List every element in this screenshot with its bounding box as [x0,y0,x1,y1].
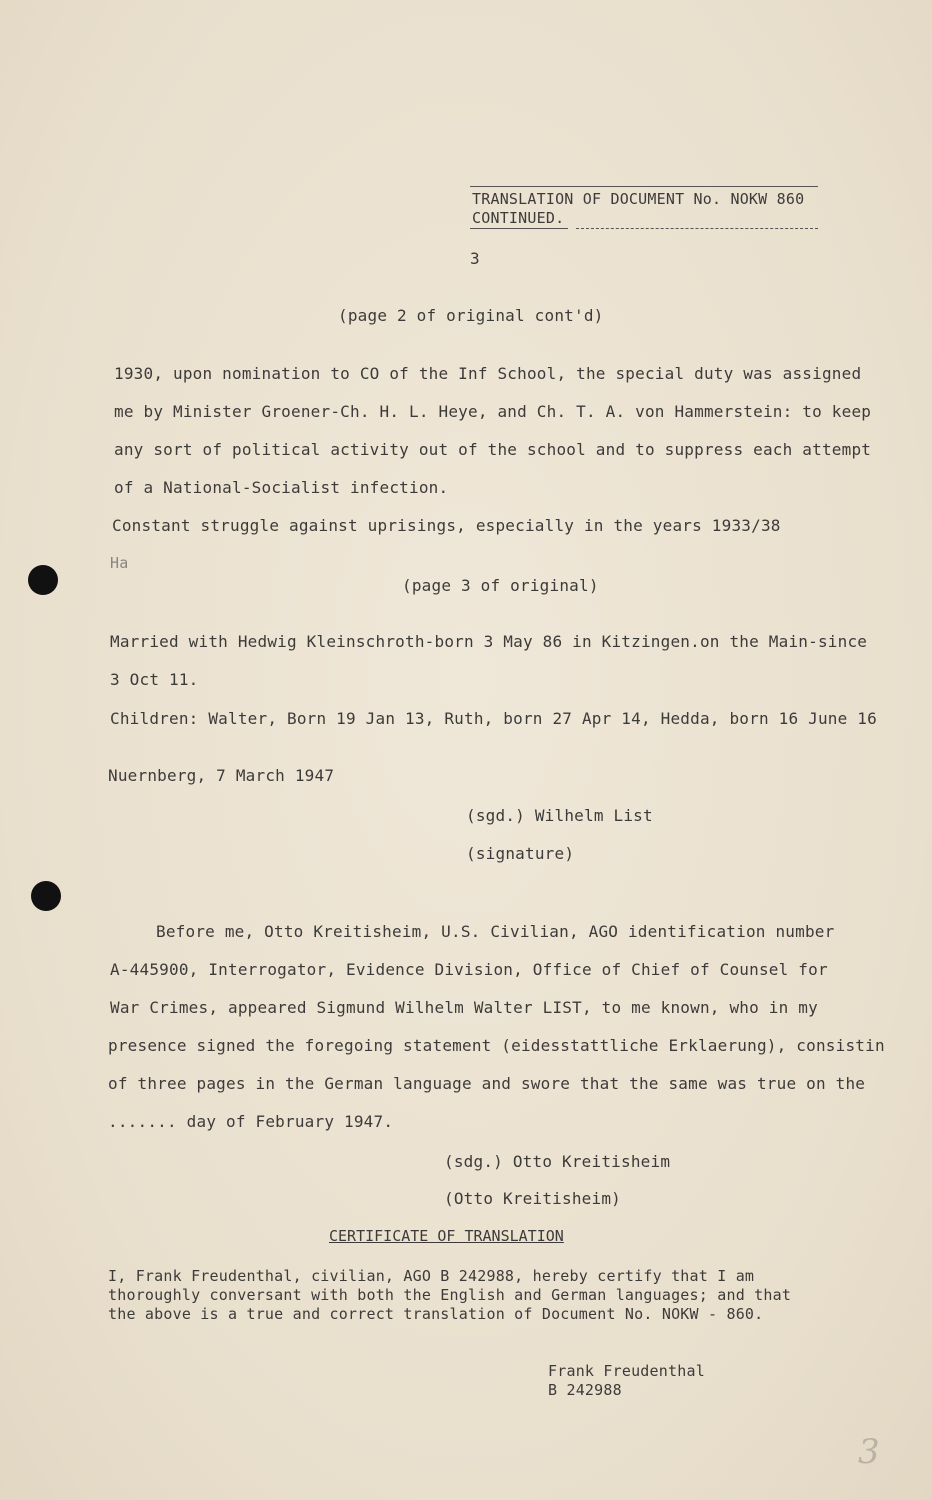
signature-label: (signature) [466,844,575,863]
affidavit-line: War Crimes, appeared Sigmund Wilhelm Walter LIST, to me known, who in my [110,998,818,1017]
affidavit-line: Before me, Otto Kreitisheim, U.S. Civilian, AGO identification number [156,922,835,941]
translator-name: Frank Freudenthal [548,1362,705,1380]
header-title: TRANSLATION OF DOCUMENT No. NOKW 860 [472,190,805,208]
header-underline-dashed [576,228,818,229]
body-line: me by Minister Groener-Ch. H. L. Heye, and Ch. T. A. von Hammerstein: to keep [114,402,872,421]
page-note: (page 3 of original) [402,576,599,595]
certificate-line: thoroughly conversant with both the English and German languages; and that [108,1286,792,1304]
body-line: 1930, upon nomination to CO of the Inf School, the special duty was assigned [114,364,862,383]
body-line: of a National-Socialist infection. [114,478,449,497]
page-number: 3 [470,249,480,268]
body-line: 3 Oct 11. [110,670,199,689]
certificate-title: CERTIFICATE OF TRANSLATION [329,1227,564,1245]
body-line: Constant struggle against uprisings, especially in the years 1933/38 [112,516,781,535]
body-line: any sort of political activity out of the school and to suppress each attempt [114,440,872,459]
place-date: Nuernberg, 7 March 1947 [108,766,335,785]
signed-line: (sgd.) Wilhelm List [466,806,653,825]
affidavit-signed: (sdg.) Otto Kreitisheim [444,1152,671,1171]
header-top-rule [470,186,818,187]
affidavit-line: of three pages in the German language and swore that the same was true on the [108,1074,866,1093]
certificate-line: I, Frank Freudenthal, civilian, AGO B 242988, hereby certify that I am [108,1267,755,1285]
children-line: Children: Walter, Born 19 Jan 13, Ruth, born 27 Apr 14, Hedda, born 16 June 16 [110,709,877,728]
pencil-page-mark: 3 [858,1432,880,1472]
certificate-line: the above is a true and correct translation of Document No. NOKW - 860. [108,1305,764,1323]
header-underline [470,228,568,229]
stray-mark: Ha [110,554,129,572]
translator-id: B 242988 [548,1381,622,1399]
punch-hole [28,565,58,595]
page-note-cont: (page 2 of original cont'd) [338,306,604,325]
affidavit-line: presence signed the foregoing statement (eidesstattliche Erklaerung), consistin [108,1036,885,1055]
affidavit-line: A-445900, Interrogator, Evidence Division, Office of Chief of Counsel for [110,960,828,979]
punch-hole [31,881,61,911]
affidavit-line: ....... day of February 1947. [108,1112,394,1131]
body-line: Married with Hedwig Kleinschroth-born 3 May 86 in Kitzingen.on the Main-since [110,632,868,651]
header-continued: CONTINUED. [472,209,565,227]
affidavit-name: (Otto Kreitisheim) [444,1189,621,1208]
